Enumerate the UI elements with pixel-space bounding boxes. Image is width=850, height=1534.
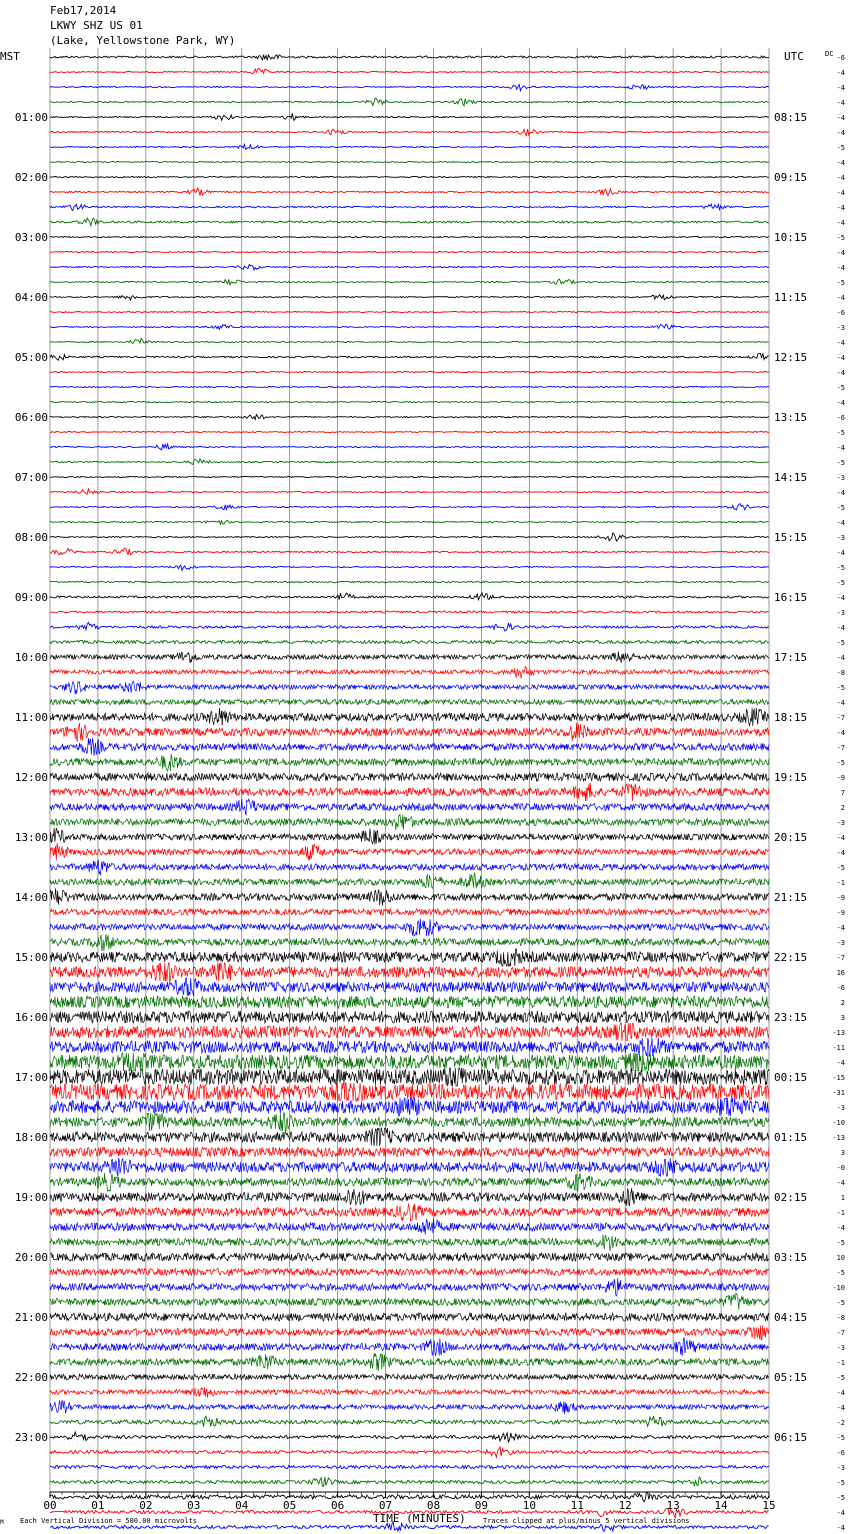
seismic-trace [50,371,769,372]
plot-grid [50,48,769,1498]
dc-offset-label: -4 [836,189,845,197]
seismic-trace [50,1465,769,1468]
seismic-trace [50,1387,769,1398]
mst-hour-label: 11:00 [14,711,48,724]
dc-offset-label: -3 [836,534,845,542]
seismic-trace [50,611,769,613]
dc-offset-label: -4 [836,204,845,212]
mst-hour-label: 16:00 [14,1011,48,1024]
seismic-trace [50,1313,769,1321]
seismic-trace [50,1173,769,1191]
seismic-trace [50,295,769,301]
dc-offset-label: -5 [836,429,845,437]
dc-offset-label: -5 [836,234,845,242]
mst-hour-label: 15:00 [14,951,48,964]
seismic-trace [50,488,769,494]
x-tick-label: 06 [330,1499,345,1512]
mst-hour-label: 18:00 [14,1131,48,1144]
seismic-trace [50,581,769,583]
seismic-trace [50,459,769,465]
seismic-trace [50,161,769,162]
seismic-trace [50,353,769,360]
dc-offset-label: -4 [836,729,845,737]
x-tick-label: 11 [570,1499,584,1512]
dc-offset-label: -7 [836,744,845,752]
utc-hour-label: 02:15 [774,1191,808,1204]
dc-offset-label: -3 [836,324,845,332]
dc-offset-label: -8 [836,669,845,677]
dc-offset-label: -5 [836,1374,845,1382]
label-group [15,54,845,1534]
seismic-trace [50,783,769,801]
dc-offset-label: -6 [836,54,845,62]
dc-offset-label: -4 [836,159,845,167]
dc-offset-label: -4 [836,84,845,92]
mst-hour-label: 06:00 [14,411,48,424]
dc-offset-label: -4 [836,1389,845,1397]
x-tick-label: 12 [618,1499,632,1512]
seismic-trace [50,919,769,936]
seismic-trace [50,723,769,741]
clip-note: Traces clipped at plus/minus 5 vertical divisions [483,1517,690,1525]
dc-offset-label: -6 [836,1449,845,1457]
dc-offset-label: 2 [840,804,845,812]
x-tick-label: 07 [378,1499,393,1512]
seismic-trace [50,593,769,600]
seismic-trace [50,1253,769,1261]
seismic-trace [50,1038,769,1056]
dc-offset-label: 7 [840,789,845,797]
seismic-trace [50,1011,769,1023]
seismic-trace [50,773,769,781]
dc-offset-label: 10 [836,1254,845,1262]
dc-offset-label: -4 [836,594,845,602]
dc-offset-label: -3 [836,939,845,947]
seismic-trace [50,978,769,996]
seismic-trace [50,129,769,136]
dc-offset-label: -4 [836,114,845,122]
dc-offset-label: -9 [836,909,845,917]
mst-hour-label: 07:00 [14,471,48,484]
dc-offset-label: -4 [836,369,845,377]
dc-offset-label: -5 [836,1269,845,1277]
dc-offset-label: -13 [832,1029,845,1037]
utc-hour-label: 13:15 [774,411,808,424]
x-tick-label: 02 [139,1499,153,1512]
utc-hour-label: 12:15 [774,351,808,364]
seismic-trace [50,738,769,756]
mst-hour-label: 01:00 [14,111,48,124]
dc-offset-label: -3 [836,609,845,617]
seismic-trace [50,1083,769,1101]
seismic-trace [50,1147,769,1157]
dc-offset-label: -4 [836,339,845,347]
seismic-trace [50,533,769,541]
seismic-trace [50,324,769,329]
utc-hour-label: 11:15 [774,291,808,304]
dc-offset-label: -10 [832,1284,845,1292]
seismic-trace [50,1325,769,1340]
x-axis-title: TIME (MINUTES) [373,1512,466,1525]
seismic-trace [50,113,769,120]
utc-hour-label: 22:15 [774,951,808,964]
dc-offset-label: -4 [836,294,845,302]
utc-hour-label: 21:15 [774,891,808,904]
x-tick-label: 01 [91,1499,105,1512]
dc-offset-label: -13 [832,1134,845,1142]
seismic-trace [50,1098,769,1116]
dc-offset-label: -9 [836,894,845,902]
dc-offset-label: -6 [836,414,845,422]
dc-offset-label: -4 [836,1224,845,1232]
seismic-trace [50,1053,769,1071]
dc-offset-label: -5 [836,1299,845,1307]
seismic-trace [50,68,769,74]
seismic-trace [50,934,769,951]
dc-offset-label: -31 [832,1089,845,1097]
mst-hour-label: 08:00 [14,531,48,544]
seismic-trace [50,681,769,694]
seismic-trace [50,1023,769,1041]
seismic-trace [50,1400,769,1414]
dc-offset-label: -4 [836,489,845,497]
seismic-trace [50,311,769,312]
seismic-trace [50,401,769,402]
dc-offset-label: -7 [836,1329,845,1337]
seismic-trace [50,1219,769,1235]
dc-offset-label: -4 [836,624,845,632]
dc-offset-label: -5 [836,1434,845,1442]
seismic-trace [50,1235,769,1251]
seismic-trace [50,1353,769,1371]
mst-hour-label: 03:00 [14,231,48,244]
seismic-trace [50,622,769,631]
seismic-trace [50,1128,769,1146]
seismic-trace [50,504,769,510]
utc-hour-label: 05:15 [774,1371,808,1384]
mst-axis-label: MST [0,50,20,63]
dc-offset-label: -4 [836,354,845,362]
dc-offset-label: -7 [836,714,845,722]
seismic-trace [50,1278,769,1296]
dc-offset-label: -5 [836,279,845,287]
utc-hour-label: 20:15 [774,831,808,844]
dc-offset-label: -4 [836,129,845,137]
dc-offset-label: -4 [836,69,845,77]
mst-hour-label: 05:00 [14,351,48,364]
seismic-trace [50,1068,769,1086]
dc-offset-label: -6 [836,309,845,317]
utc-hour-label: 17:15 [774,651,808,664]
dc-offset-label: -4 [836,519,845,527]
dc-offset-label: -4 [836,174,845,182]
mst-hour-label: 21:00 [14,1311,48,1324]
seismic-trace [50,431,769,432]
dc-offset-label: -4 [836,444,845,452]
mst-hour-label: 09:00 [14,591,48,604]
dc-label: DC [825,50,834,58]
dc-offset-label: -3 [836,1464,845,1472]
dc-offset-label: -7 [836,954,845,962]
seismic-trace [50,476,769,477]
x-tick-label: 09 [474,1499,489,1512]
seismic-trace [50,204,769,210]
utc-hour-label: 14:15 [774,471,808,484]
seismic-trace [50,520,769,524]
seismic-trace [50,640,769,643]
dc-offset-label: -4 [836,1404,845,1412]
dc-offset-label: -5 [836,1239,845,1247]
utc-axis-label: UTC [784,50,804,63]
mst-hour-label: 23:00 [14,1431,48,1444]
location-label: (Lake, Yellowstone Park, WY) [50,34,236,47]
seismic-trace [50,251,769,252]
dc-offset-label: -4 [836,1524,845,1532]
dc-offset-label: -4 [836,924,845,932]
dc-offset-label: 3 [840,1014,845,1022]
mst-hour-label: 17:00 [14,1071,48,1084]
dc-offset-label: -1 [836,1209,845,1217]
x-tick-label: 13 [666,1499,680,1512]
seismic-trace [50,218,769,226]
seismic-trace [50,667,769,679]
seismic-trace [50,699,769,705]
dc-offset-label: -5 [836,579,845,587]
x-tick-label: 03 [187,1499,201,1512]
seismic-trace [50,1477,769,1487]
dc-offset-label: -4 [836,399,845,407]
mst-hour-label: 12:00 [14,771,48,784]
utc-hour-label: 00:15 [774,1071,808,1084]
dc-offset-label: -3 [836,819,845,827]
seismic-trace [50,85,769,91]
dc-offset-label: 1 [840,1194,845,1202]
seismic-trace [50,651,769,663]
dc-offset-label: -5 [836,564,845,572]
seismic-trace [50,548,769,555]
dc-offset-label: -4 [836,654,845,662]
utc-hour-label: 23:15 [774,1011,808,1024]
scale-note: Each Vertical Division = 500.00 microvolts [20,1517,198,1525]
seismic-trace [50,1293,769,1309]
mst-hour-label: 14:00 [14,891,48,904]
x-tick-label: 15 [762,1499,776,1512]
dc-offset-label: -4 [836,1509,845,1517]
dc-offset-label: -6 [836,984,845,992]
seismic-trace [50,843,769,860]
dc-offset-label: -5 [836,1479,845,1487]
dc-offset-label: -4 [836,249,845,257]
dc-offset-label: -5 [836,684,845,692]
x-tick-label: 00 [43,1499,57,1512]
dc-offset-label: -4 [836,264,845,272]
dc-offset-label: 16 [836,969,845,977]
seismic-trace [50,1204,769,1221]
dc-offset-label: -15 [832,1074,845,1082]
dc-offset-label: -9 [836,774,845,782]
dc-offset-label: 3 [840,1149,845,1157]
seismic-trace [50,188,769,196]
dc-offset-label: -3 [836,474,845,482]
utc-hour-label: 19:15 [774,771,808,784]
utc-hour-label: 10:15 [774,231,808,244]
utc-hour-label: 09:15 [774,171,808,184]
seismic-trace [50,754,769,771]
seismic-trace [50,1268,769,1275]
dc-offset-label: -4 [836,99,845,107]
seismic-trace [50,888,769,905]
dc-offset-label: -5 [836,1494,845,1502]
dc-offset-label: -0 [836,1164,845,1172]
seismic-trace [50,1416,769,1427]
mst-hour-label: 10:00 [14,651,48,664]
seismic-trace [50,909,769,915]
seismic-trace [50,963,769,981]
dc-offset-label: -11 [832,1044,845,1052]
mst-hour-label: 13:00 [14,831,48,844]
dc-offset-label: -5 [836,459,845,467]
x-tick-label: 10 [522,1499,536,1512]
dc-offset-label: -5 [836,864,845,872]
mst-hour-label: 22:00 [14,1371,48,1384]
dc-offset-label: -1 [836,1359,845,1367]
dc-offset-label: -5 [836,639,845,647]
dc-offset-label: -4 [836,219,845,227]
seismic-trace [50,176,769,177]
seismic-trace [50,860,769,875]
seismic-trace [50,948,769,966]
mst-hour-label: 20:00 [14,1251,48,1264]
corner-mark: M [0,1519,4,1526]
seismic-trace [50,264,769,270]
seismic-trace [50,1113,769,1131]
dc-offset-label: -3 [836,1344,845,1352]
x-tick-label: 04 [235,1499,249,1512]
seismic-trace [50,1432,769,1442]
seismic-trace [50,1374,769,1380]
dc-offset-label: -4 [836,549,845,557]
dc-offset-label: -4 [836,834,845,842]
x-tick-label: 08 [426,1499,441,1512]
x-tick-label: 14 [714,1499,728,1512]
dc-offset-label: -3 [836,1104,845,1112]
utc-hour-label: 08:15 [774,111,808,124]
seismic-trace [50,799,769,815]
utc-hour-label: 01:15 [774,1131,808,1144]
dc-offset-label: -2 [836,1419,845,1427]
seismic-trace [50,236,769,237]
utc-hour-label: 15:15 [774,531,808,544]
dc-offset-label: -8 [836,1314,845,1322]
seismic-trace [50,565,769,570]
utc-hour-label: 06:15 [774,1431,808,1444]
dc-offset-label: 2 [840,999,845,1007]
seismic-trace [50,98,769,106]
utc-hour-label: 16:15 [774,591,808,604]
seismic-trace [50,338,769,343]
seismic-trace [50,828,769,844]
dc-offset-label: -4 [836,699,845,707]
dc-offset-label: -4 [836,1179,845,1187]
utc-hour-label: 04:15 [774,1311,808,1324]
mst-hour-label: 19:00 [14,1191,48,1204]
dc-offset-label: -10 [832,1119,845,1127]
dc-offset-label: -5 [836,144,845,152]
dc-offset-label: -5 [836,504,845,512]
seismic-trace [50,444,769,450]
trace-group [50,55,769,1534]
station-label: LKWY SHZ US 01 [50,19,143,32]
seismic-trace [50,996,769,1008]
seismic-trace [50,1447,769,1457]
date-label: Feb17,2014 [50,4,117,17]
seismic-trace [50,279,769,285]
dc-offset-label: -5 [836,384,845,392]
seismic-trace [50,415,769,420]
dc-offset-label: -4 [836,849,845,857]
mst-hour-label: 02:00 [14,171,48,184]
dc-offset-label: -1 [836,879,845,887]
dc-offset-label: -4 [836,1059,845,1067]
seismic-trace [50,1188,769,1206]
x-tick-label: 05 [283,1499,297,1512]
utc-hour-label: 03:15 [774,1251,808,1264]
mst-hour-label: 04:00 [14,291,48,304]
seismic-trace [50,814,769,830]
dc-offset-label: -5 [836,759,845,767]
seismic-trace [50,144,769,149]
seismic-trace [50,55,769,60]
seismic-trace [50,386,769,387]
seismic-trace [50,708,769,726]
utc-hour-label: 18:15 [774,711,808,724]
seismic-trace [50,1338,769,1356]
seismic-trace [50,1158,769,1176]
seismic-trace [50,873,769,888]
